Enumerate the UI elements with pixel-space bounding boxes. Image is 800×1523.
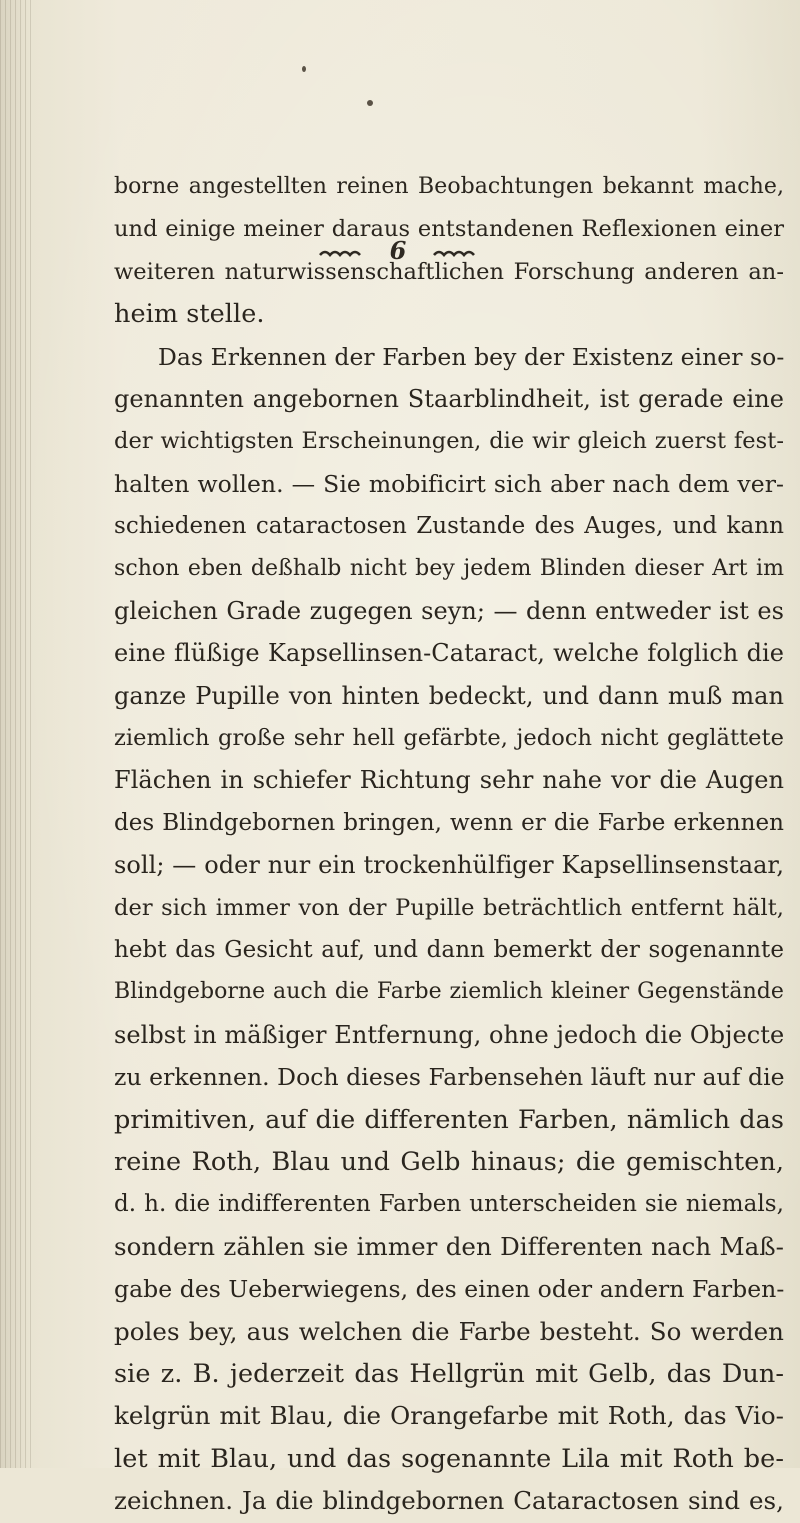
text-line: let mit Blau, und das sogenannte Lila mit Roth be-	[114, 1443, 784, 1474]
text-line: Flächen in schiefer Richtung sehr nahe vor die Augen	[114, 766, 784, 795]
text-line: sondern zählen sie immer den Differenten nach Maß-	[114, 1231, 784, 1261]
text-line: Blindgeborne auch die Farbe ziemlich kleiner Gegenstände	[114, 979, 784, 1005]
text-line: des Blindgebornen bringen, wenn er die Farbe erkennen	[114, 809, 784, 836]
text-line: d. h. die indifferenten Farben unterscheiden sie niemals,	[114, 1191, 784, 1218]
body-text	[114, 166, 784, 1523]
text-line: weiteren naturwissenschaftlichen Forschung anderen an-	[114, 258, 784, 285]
text-line: schon eben deßhalb nicht bey jedem Blinden dieser Art im	[114, 555, 784, 581]
text-line: ziemlich große sehr hell gefärbte, jedoch nicht geglättete	[114, 725, 784, 752]
text-line: schiedenen cataractosen Zustande des Auges, und kann	[114, 513, 784, 540]
text-line: genannten angebornen Staarblindheit, ist gerade eine	[114, 384, 784, 413]
text-line: der wichtigsten Erscheinungen, die wir gleich zuerst fest-	[114, 428, 784, 455]
text-line: heim stelle.	[114, 299, 265, 330]
page-number: 6	[389, 236, 407, 265]
text-line: soll; — oder nur ein trockenhülfiger Kapsellinsenstaar,	[114, 851, 784, 880]
text-line: eine flüßige Kapsellinsen-Cataract, welche folglich die	[114, 639, 784, 668]
text-line: halten wollen. — Sie mobificirt sich aber nach dem ver-	[114, 469, 784, 498]
ink-speck	[367, 100, 373, 106]
text-line: primitiven, auf die differenten Farben, nämlich das	[114, 1104, 784, 1135]
ink-speck	[302, 66, 306, 72]
text-line: borne angestellten reinen Beobachtungen bekannt mache,	[114, 174, 784, 199]
text-line: kelgrün mit Blau, die Orangefarbe mit Roth, das Vio-	[114, 1401, 784, 1431]
text-line: gabe des Ueberwiegens, des einen oder andern Farben-	[114, 1275, 785, 1304]
text-line: sie z. B. jederzeit das Hellgrün mit Gelb, das Dun-	[114, 1358, 784, 1389]
text-line: zeichnen. Ja die blindgebornen Cataractosen sind es,	[114, 1486, 784, 1516]
text-line: hebt das Gesicht auf, und dann bemerkt der sogenannte	[114, 937, 784, 964]
text-line: Das Erkennen der Farben bey der Existenz einer so-	[158, 342, 785, 371]
text-line: der sich immer von der Pupille beträchtlich entfernt hält,	[114, 894, 784, 921]
text-line: poles bey, aus welchen die Farbe besteht. So werden	[114, 1316, 784, 1346]
text-line: gleichen Grade zugegen seyn; — denn entweder ist es	[114, 596, 784, 625]
text-line: reine Roth, Blau und Gelb hinaus; die gemischten,	[114, 1146, 784, 1177]
binding-gutter	[0, 0, 34, 1468]
text-line: zu erkennen. Doch dieses Farbensehen läuft nur auf die	[114, 1063, 785, 1092]
text-line: ganze Pupille von hinten bedeckt, und dann muß man	[114, 681, 784, 710]
text-line: selbst in mäßiger Entfernung, ohne jedoch die Objecte	[114, 1020, 785, 1049]
text-line: und einige meiner daraus entstandenen Reflexionen einer	[114, 216, 784, 243]
